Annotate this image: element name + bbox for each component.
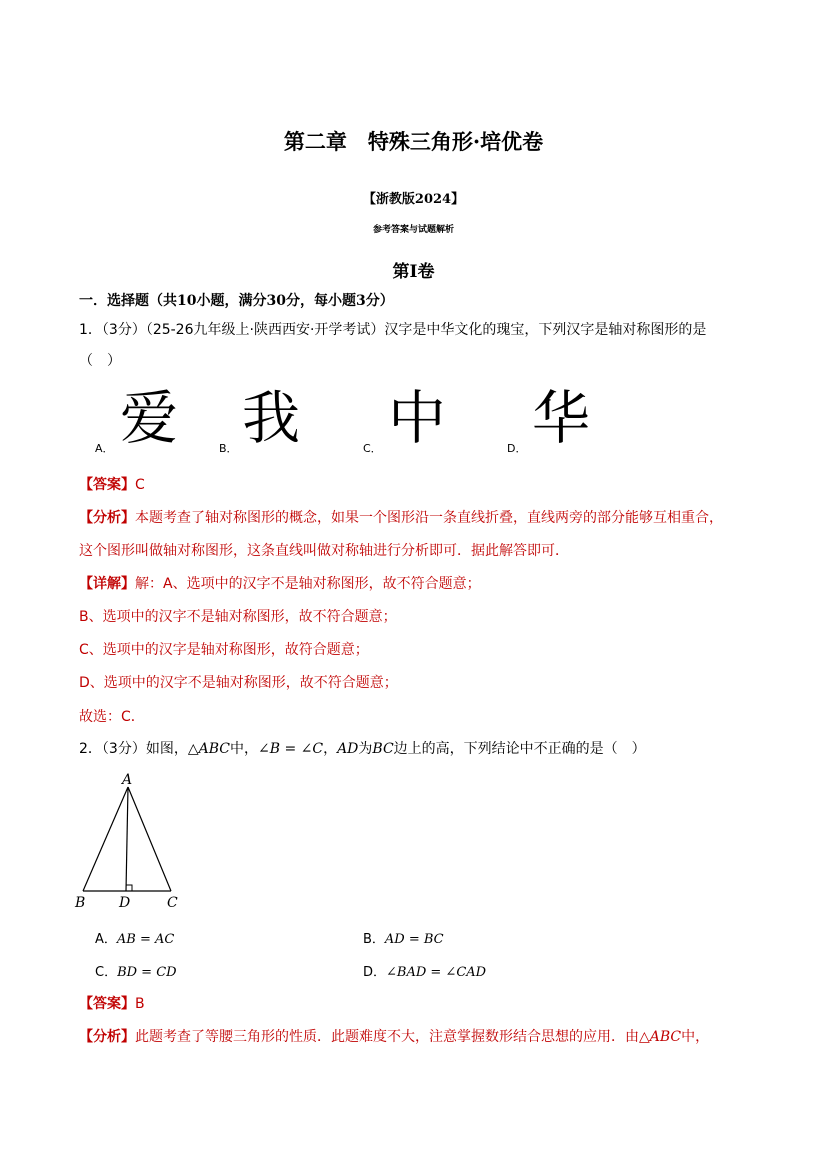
section-heading: 一．选择题（共10小题，满分30分，每小题3分）	[79, 293, 394, 309]
side-ab	[83, 787, 128, 891]
q1-detail-line4: D、选项中的汉字不是轴对称图形，故不符合题意；	[79, 675, 398, 691]
side-ac	[128, 787, 171, 891]
q2-option-a	[95, 928, 174, 947]
q1-option-d-label: D．	[507, 442, 527, 455]
q2-option-b-label: B．	[363, 932, 385, 947]
q1-option-c-char: 中	[388, 384, 447, 452]
q1-option-c-label: C．	[363, 442, 382, 455]
triangle-figure	[70, 768, 190, 910]
q2-analysis-line1	[79, 1026, 709, 1046]
q2-option-c	[95, 961, 177, 980]
right-angle-mark	[126, 885, 132, 891]
q2-option-b	[363, 928, 444, 947]
label-a: A	[122, 772, 133, 788]
q1-detail-text: 解：A、选项中的汉字不是轴对称图形，故不符合题意；	[135, 576, 481, 592]
q2-stem-prefix: 2．（3分）如图，	[79, 741, 188, 757]
q2-option-b-text: AD = BC	[384, 932, 444, 947]
q1-option-a-char: 爱	[120, 384, 179, 452]
q2-option-a-label: A．	[95, 932, 117, 947]
q2-analysis-tag: 【分析】	[79, 1029, 135, 1045]
q2-option-c-label: C．	[95, 965, 118, 980]
label-c: C	[167, 895, 178, 910]
volume-heading: 第I卷	[392, 262, 435, 282]
document-title: 第二章 特殊三角形·培优卷	[283, 129, 544, 154]
label-d: D	[119, 895, 131, 910]
q2-stem-mid1: 中，	[229, 741, 258, 757]
q1-detail-tag: 【详解】	[79, 576, 135, 592]
q2-stem-math3: AD	[337, 741, 359, 757]
q1-answer-value: C	[135, 477, 145, 493]
q2-option-d-text: ∠BAD = ∠CAD	[386, 965, 487, 980]
label-b: B	[75, 895, 86, 910]
q2-analysis-math: △ABC	[639, 1029, 682, 1045]
q1-option-b-char: 我	[242, 384, 301, 452]
q2-stem-suffix: 边上的高，下列结论中不正确的是（ ）	[393, 741, 646, 757]
q1-analysis-line2: 这个图形叫做轴对称图形，这条直线叫做对称轴进行分析即可．据此解答即可．	[79, 543, 569, 559]
edition-label: 【浙教版2024】	[362, 192, 465, 207]
q2-stem	[79, 738, 646, 758]
q1-option-a-label: A．	[95, 442, 114, 455]
q1-answer-tag: 【答案】	[79, 477, 135, 493]
q2-stem-mid2: ，	[323, 741, 338, 757]
q2-option-a-text: AB = AC	[116, 932, 175, 947]
q1-analysis-line1	[79, 507, 723, 527]
q2-stem-math4: BC	[372, 741, 394, 757]
q1-analysis-text: 本题考查了轴对称图形的概念，如果一个图形沿一条直线折叠，直线两旁的部分能够互相重合，	[135, 510, 723, 526]
q1-conclusion: 故选：C．	[79, 709, 145, 725]
q1-analysis-tag: 【分析】	[79, 510, 135, 526]
q1-detail-line1	[79, 573, 481, 593]
q2-option-d-label: D．	[363, 965, 387, 980]
q1-detail-line3: C、选项中的汉字是轴对称图形，故符合题意；	[79, 642, 369, 658]
q2-option-d	[363, 961, 486, 980]
q1-option-b-label: B．	[219, 442, 238, 455]
altitude-ad	[126, 787, 128, 891]
q2-answer-value: B	[135, 996, 145, 1012]
subtitle: 参考答案与试题解析	[372, 225, 454, 235]
q2-stem-math1: △ABC	[187, 741, 230, 757]
q1-detail-line2: B、选项中的汉字不是轴对称图形，故不符合题意；	[79, 609, 397, 625]
q1-stem-line1: 1．（3分）（25-26九年级上·陕西西安·开学考试）汉字是中华文化的瑰宝，下列汉字是轴对称图形的是	[79, 322, 707, 338]
q2-answer-tag: 【答案】	[79, 996, 135, 1012]
q2-answer	[79, 993, 145, 1013]
q1-option-d-char: 华	[532, 384, 591, 452]
q2-stem-math2: ∠B = ∠C	[257, 741, 324, 757]
q2-analysis-end: 中，	[681, 1029, 710, 1045]
q2-stem-mid3: 为	[358, 741, 373, 757]
q2-analysis-text: 此题考查了等腰三角形的性质．此题难度不大，注意掌握数形结合思想的应用．由	[135, 1029, 639, 1045]
q2-option-c-text: BD = CD	[117, 965, 177, 980]
q1-answer	[79, 474, 145, 494]
q1-stem-line2: （ ）	[79, 353, 121, 369]
